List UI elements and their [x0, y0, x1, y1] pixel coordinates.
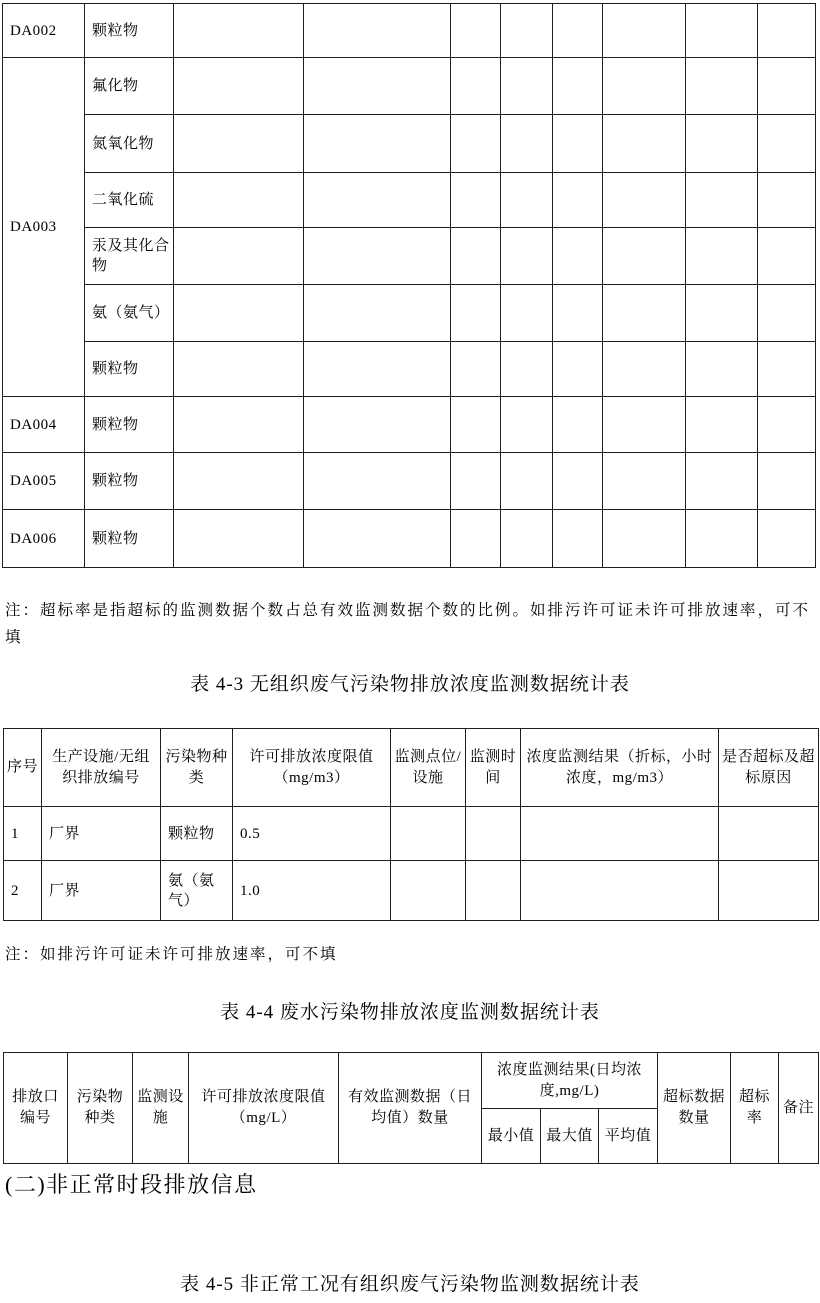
- empty-cell: [501, 342, 553, 397]
- empty-cell: [304, 58, 451, 115]
- pollutant-cell: 氟化物: [85, 58, 174, 115]
- flue-gas-outlet-monitoring-table: [2, 3, 816, 568]
- empty-cell: [603, 285, 686, 342]
- table-row: [3, 510, 816, 568]
- header-row: [4, 729, 819, 807]
- facility-cell: 厂界: [42, 807, 161, 861]
- pollutant-cell: 颗粒物: [85, 397, 174, 453]
- empty-cell: [719, 807, 819, 861]
- empty-cell: [451, 58, 501, 115]
- pollutant-cell: 颗粒物: [85, 4, 174, 58]
- empty-cell: [603, 510, 686, 568]
- empty-cell: [553, 115, 603, 173]
- empty-cell: [174, 510, 304, 568]
- empty-cell: [758, 285, 816, 342]
- pollutant-cell: 颗粒物: [161, 807, 233, 861]
- empty-cell: [304, 510, 451, 568]
- limit-cell: 1.0: [233, 861, 391, 921]
- empty-cell: [758, 397, 816, 453]
- table-4-4-title: 表 4-4 废水污染物排放浓度监测数据统计表: [220, 1002, 600, 1023]
- column-header: 监测点位/设施: [391, 729, 466, 807]
- empty-cell: [686, 115, 758, 173]
- note-permit-rate: 注：如排污许可证未许可排放速率，可不填: [5, 946, 338, 963]
- column-header: 污染物种类: [161, 729, 233, 807]
- empty-cell: [521, 861, 719, 921]
- empty-cell: [451, 285, 501, 342]
- wastewater-monitoring-table: [3, 1052, 819, 1164]
- empty-cell: [501, 397, 553, 453]
- empty-cell: [451, 4, 501, 58]
- empty-cell: [758, 173, 816, 228]
- empty-cell: [304, 453, 451, 510]
- empty-cell: [501, 4, 553, 58]
- column-header: 超标率: [731, 1053, 779, 1164]
- empty-cell: [603, 453, 686, 510]
- empty-cell: [719, 861, 819, 921]
- empty-cell: [686, 4, 758, 58]
- empty-cell: [451, 397, 501, 453]
- table-row: [3, 342, 816, 397]
- empty-cell: [501, 173, 553, 228]
- empty-cell: [174, 115, 304, 173]
- empty-cell: [501, 58, 553, 115]
- empty-cell: [521, 807, 719, 861]
- header-row: [4, 1053, 819, 1109]
- column-header: 监测设施: [133, 1053, 189, 1164]
- table-row: [3, 4, 816, 58]
- section-heading-abnormal-period: (二)非正常时段排放信息: [5, 1172, 258, 1197]
- empty-cell: [758, 4, 816, 58]
- pollutant-cell: 颗粒物: [85, 510, 174, 568]
- seq-cell: 1: [4, 807, 42, 861]
- table-row: [3, 453, 816, 510]
- fugitive-emission-monitoring-table: [3, 728, 819, 921]
- pollutant-cell: 氮氧化物: [85, 115, 174, 173]
- column-subheader: 最大值: [541, 1109, 599, 1164]
- table-4-3-title: 表 4-3 无组织废气污染物排放浓度监测数据统计表: [190, 674, 630, 695]
- empty-cell: [304, 173, 451, 228]
- empty-cell: [304, 342, 451, 397]
- empty-cell: [686, 173, 758, 228]
- empty-cell: [603, 4, 686, 58]
- column-header: 浓度监测结果（折标，小时浓度，mg/m3）: [521, 729, 719, 807]
- empty-cell: [174, 342, 304, 397]
- table-row: [3, 173, 816, 228]
- empty-cell: [451, 173, 501, 228]
- empty-cell: [686, 58, 758, 115]
- empty-cell: [391, 861, 466, 921]
- column-header: 许可排放浓度限值（mg/m3）: [233, 729, 391, 807]
- column-header: 序号: [4, 729, 42, 807]
- outlet-code-cell: DA005: [3, 453, 85, 510]
- empty-cell: [553, 58, 603, 115]
- empty-cell: [304, 285, 451, 342]
- empty-cell: [174, 173, 304, 228]
- empty-cell: [466, 861, 521, 921]
- outlet-code-cell: DA002: [3, 4, 85, 58]
- empty-cell: [686, 397, 758, 453]
- empty-cell: [553, 453, 603, 510]
- empty-cell: [603, 115, 686, 173]
- table-4-5-title: 表 4-5 非正常工况有组织废气污染物监测数据统计表: [180, 1274, 640, 1295]
- outlet-code-cell: DA003: [3, 58, 85, 397]
- column-header: 排放口编号: [4, 1053, 68, 1164]
- column-header: 备注: [779, 1053, 819, 1164]
- empty-cell: [553, 342, 603, 397]
- empty-cell: [304, 4, 451, 58]
- empty-cell: [603, 342, 686, 397]
- seq-cell: 2: [4, 861, 42, 921]
- empty-cell: [686, 228, 758, 285]
- pollutant-cell: 颗粒物: [85, 342, 174, 397]
- empty-cell: [686, 342, 758, 397]
- empty-cell: [758, 510, 816, 568]
- empty-cell: [501, 453, 553, 510]
- empty-cell: [174, 58, 304, 115]
- empty-cell: [553, 173, 603, 228]
- pollutant-cell: 氨（氨气）: [85, 285, 174, 342]
- outlet-code-cell: DA004: [3, 397, 85, 453]
- empty-cell: [451, 453, 501, 510]
- empty-cell: [451, 228, 501, 285]
- column-header: 是否超标及超标原因: [719, 729, 819, 807]
- empty-cell: [174, 453, 304, 510]
- table-row: [3, 58, 816, 115]
- empty-cell: [174, 228, 304, 285]
- empty-cell: [451, 510, 501, 568]
- empty-cell: [603, 58, 686, 115]
- empty-cell: [553, 397, 603, 453]
- empty-cell: [686, 453, 758, 510]
- empty-cell: [451, 115, 501, 173]
- column-header: 超标数据数量: [658, 1053, 731, 1164]
- empty-cell: [603, 228, 686, 285]
- column-header: 有效监测数据（日均值）数量: [339, 1053, 482, 1164]
- pollutant-cell: 汞及其化合物: [85, 228, 174, 285]
- empty-cell: [304, 397, 451, 453]
- column-header-group: 浓度监测结果(日均浓度,mg/L): [482, 1053, 658, 1109]
- empty-cell: [686, 285, 758, 342]
- note-exceedance-rate: 注：超标率是指超标的监测数据个数占总有效监测数据个数的比例。如排污许可证未许可排放速率，可不填: [5, 602, 811, 646]
- column-header: 监测时间: [466, 729, 521, 807]
- empty-cell: [553, 228, 603, 285]
- column-subheader: 平均值: [599, 1109, 658, 1164]
- empty-cell: [553, 4, 603, 58]
- empty-cell: [304, 115, 451, 173]
- table-row: [3, 285, 816, 342]
- empty-cell: [501, 510, 553, 568]
- empty-cell: [501, 228, 553, 285]
- empty-cell: [174, 285, 304, 342]
- empty-cell: [174, 397, 304, 453]
- outlet-code-cell: DA006: [3, 510, 85, 568]
- pollutant-cell: 氨（氨气）: [161, 861, 233, 921]
- limit-cell: 0.5: [233, 807, 391, 861]
- empty-cell: [758, 453, 816, 510]
- empty-cell: [391, 807, 466, 861]
- table-row: [3, 228, 816, 285]
- empty-cell: [758, 228, 816, 285]
- column-header: 污染物种类: [68, 1053, 133, 1164]
- table-row: [4, 861, 819, 921]
- table-row: [4, 807, 819, 861]
- pollutant-cell: 颗粒物: [85, 453, 174, 510]
- empty-cell: [686, 510, 758, 568]
- column-header: 许可排放浓度限值（mg/L）: [189, 1053, 339, 1164]
- empty-cell: [501, 115, 553, 173]
- empty-cell: [451, 342, 501, 397]
- pollutant-cell: 二氧化硫: [85, 173, 174, 228]
- empty-cell: [553, 510, 603, 568]
- empty-cell: [758, 115, 816, 173]
- empty-cell: [304, 228, 451, 285]
- empty-cell: [603, 397, 686, 453]
- empty-cell: [466, 807, 521, 861]
- empty-cell: [501, 285, 553, 342]
- column-header: 生产设施/无组织排放编号: [42, 729, 161, 807]
- column-subheader: 最小值: [482, 1109, 541, 1164]
- facility-cell: 厂界: [42, 861, 161, 921]
- empty-cell: [553, 285, 603, 342]
- table-row: [3, 115, 816, 173]
- table-row: [3, 397, 816, 453]
- empty-cell: [758, 342, 816, 397]
- empty-cell: [603, 173, 686, 228]
- empty-cell: [174, 4, 304, 58]
- empty-cell: [758, 58, 816, 115]
